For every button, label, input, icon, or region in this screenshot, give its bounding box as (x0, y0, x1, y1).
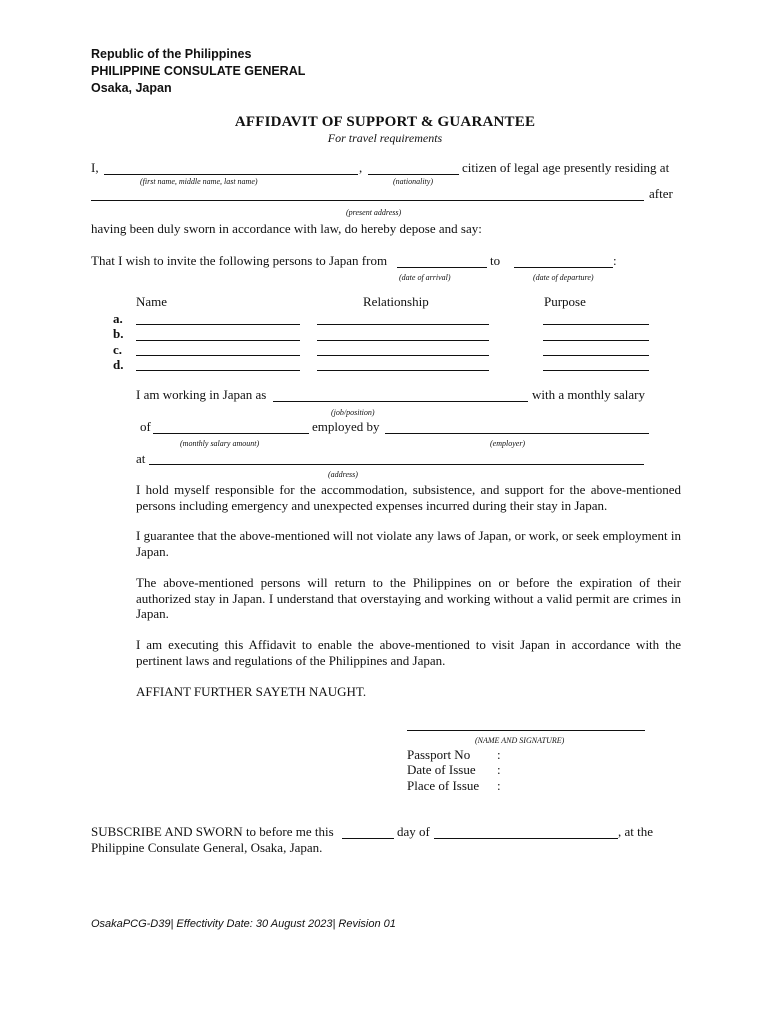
day-of-text: day of (397, 824, 430, 839)
working-as-text: I am working in Japan as (136, 387, 267, 402)
day-blank[interactable] (342, 838, 394, 839)
monthly-salary-text: with a monthly salary (532, 387, 646, 402)
row-b-name-blank[interactable] (136, 340, 300, 341)
invite-colon: : (613, 253, 617, 268)
arrival-date-blank[interactable] (397, 267, 487, 268)
affiant-statement: AFFIANT FURTHER SAYETH NAUGHT. (136, 684, 367, 699)
departure-date-blank[interactable] (514, 267, 613, 268)
intro-comma: , (359, 160, 363, 175)
guarantee-paragraph: I guarantee that the above-mentioned will not violate any laws of Japan, or work, or seek employment in Japan. (136, 528, 681, 559)
passport-colon: : (497, 747, 501, 762)
name-blank[interactable] (104, 174, 358, 175)
salary-amount-blank[interactable] (153, 433, 309, 434)
name-caption: (first name, middle name, last name) (140, 177, 258, 186)
citizen-text: citizen of legal age presently residing at (462, 160, 670, 175)
intro-prefix: I, (91, 160, 99, 175)
row-a-relationship-blank[interactable] (317, 324, 489, 325)
place-of-issue-label: Place of Issue (407, 778, 480, 793)
row-c-purpose-blank[interactable] (543, 355, 649, 356)
column-header-purpose: Purpose (544, 294, 586, 309)
document-subtitle: For travel requirements (327, 131, 443, 145)
column-header-relationship: Relationship (363, 294, 429, 309)
of-text: of (140, 419, 151, 434)
signature-caption: (NAME AND SIGNATURE) (475, 736, 565, 745)
present-address-blank[interactable] (91, 200, 644, 201)
job-caption: (job/position) (331, 408, 375, 417)
document-title: AFFIDAVIT OF SUPPORT & GUARANTEE (234, 114, 536, 130)
row-d-purpose-blank[interactable] (543, 370, 649, 371)
employed-by-text: employed by (312, 419, 380, 434)
present-address-caption: (present address) (346, 208, 402, 217)
row-label: c. (113, 342, 123, 357)
at-text: at (136, 451, 146, 466)
row-c-name-blank[interactable] (136, 355, 300, 356)
row-b-purpose-blank[interactable] (543, 340, 649, 341)
departure-caption: (date of departure) (533, 273, 594, 282)
signature-blank[interactable] (407, 730, 645, 731)
sworn-statement: having been duly sworn in accordance with law, do hereby depose and say: (91, 221, 482, 236)
date-of-issue-label: Date of Issue (407, 762, 476, 777)
passport-label: Passport No (407, 747, 471, 762)
row-b-relationship-blank[interactable] (317, 340, 489, 341)
salary-caption: (monthly salary amount) (180, 439, 260, 448)
column-header-name: Name (136, 294, 168, 309)
place-of-issue-colon: : (497, 778, 501, 793)
subscribe-location: Philippine Consulate General, Osaka, Japan. (91, 840, 323, 855)
at-the-text: , at the (618, 824, 654, 839)
subscribe-text: SUBSCRIBE AND SWORN to before me this (91, 824, 334, 839)
employer-caption: (employer) (490, 439, 526, 448)
row-label: a. (113, 311, 123, 326)
return-paragraph: The above-mentioned persons will return to the Philippines on or before the expiration of their authorized stay in Japan. I understand that overstaying and working without a valid permit are crimes in Japan. (136, 575, 681, 621)
row-label: d. (113, 357, 124, 372)
row-c-relationship-blank[interactable] (317, 355, 489, 356)
row-label: b. (113, 326, 124, 341)
executing-paragraph: I am executing this Affidavit to enable the above-mentioned to visit Japan in accordance with the pertinent laws and regulations of the Philippines and Japan. (136, 637, 681, 668)
row-d-relationship-blank[interactable] (317, 370, 489, 371)
row-a-name-blank[interactable] (136, 324, 300, 325)
row-a-purpose-blank[interactable] (543, 324, 649, 325)
arrival-caption: (date of arrival) (399, 273, 451, 282)
header-location: Osaka, Japan (91, 81, 172, 95)
date-of-issue-colon: : (497, 762, 501, 777)
employer-blank[interactable] (385, 433, 649, 434)
nationality-caption: (nationality) (393, 177, 433, 186)
job-position-blank[interactable] (273, 401, 528, 402)
employer-address-blank[interactable] (149, 464, 644, 465)
header-consulate: PHILIPPINE CONSULATE GENERAL (91, 64, 306, 78)
invite-text: That I wish to invite the following persons to Japan from (91, 253, 388, 268)
after-text: after (649, 186, 673, 201)
address-caption: (address) (328, 470, 358, 479)
nationality-blank[interactable] (368, 174, 459, 175)
responsibility-paragraph: I hold myself responsible for the accommodation, subsistence, and support for the above-mentioned persons including emergency and unexpected expenses incurred during their stay in Japan. (136, 482, 681, 513)
header-republic: Republic of the Philippines (91, 47, 252, 61)
row-d-name-blank[interactable] (136, 370, 300, 371)
invite-to: to (490, 253, 501, 268)
month-year-blank[interactable] (434, 838, 618, 839)
footer-revision: OsakaPCG-D39| Effectivity Date: 30 August 2023| Revision 01 (91, 918, 396, 930)
